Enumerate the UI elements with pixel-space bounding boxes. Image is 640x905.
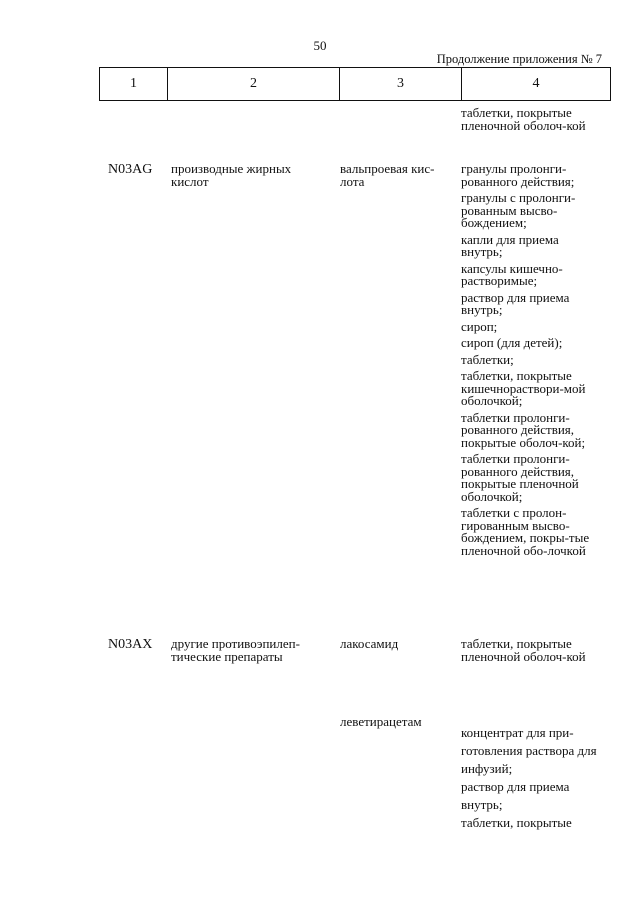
dosage-form: таблетки, покрытые bbox=[461, 815, 572, 830]
dosage-form: раствор для приема внутрь; bbox=[461, 779, 570, 812]
atc-group-name: другие противоэпилеп-тические препараты bbox=[171, 636, 300, 664]
column-number-2: 2 bbox=[168, 68, 340, 101]
dosage-form: гранулы с пролонги-рованным высво-бождением; bbox=[461, 190, 576, 230]
dosage-form: капли для приема внутрь; bbox=[461, 231, 559, 259]
dosage-form: таблетки; bbox=[461, 351, 514, 367]
dosage-form-carryover: таблетки, покрытые пленочной оболоч-кой bbox=[461, 105, 586, 133]
dosage-form: сироп (для детей); bbox=[461, 335, 563, 350]
drug-name: лакосамид bbox=[340, 636, 399, 651]
dosage-form: таблетки, покрытые кишечнораствори-мой оболочкой; bbox=[461, 368, 586, 408]
dosage-form: таблетки пролонги-рованного действия, покрытые оболоч-кой; bbox=[461, 409, 586, 450]
dosage-form: таблетки с пролон-гированным высво-бождением, покры-тые пленочной обо-лочкой bbox=[461, 505, 590, 558]
dosage-form: концентрат для при-готовления раствора для инфузий; bbox=[461, 725, 597, 776]
continuation-note: Продолжение приложения № 7 bbox=[436, 52, 602, 66]
drug-name: леветирацетам bbox=[340, 714, 422, 729]
dosage-form-list bbox=[461, 724, 601, 832]
page-number: 50 bbox=[313, 38, 327, 53]
dosage-form: гранулы пролонги-рованного действия; bbox=[461, 161, 575, 189]
dosage-form: таблетки, покрытые пленочной оболоч-кой bbox=[461, 636, 586, 664]
column-number-3: 3 bbox=[340, 68, 462, 101]
dosage-form: капсулы кишечно-растворимые; bbox=[461, 260, 563, 288]
column-number-1: 1 bbox=[100, 68, 168, 101]
atc-code: N03AX bbox=[108, 637, 153, 652]
column-number-4: 4 bbox=[462, 68, 611, 101]
atc-code: N03AG bbox=[108, 162, 153, 177]
dosage-form-list bbox=[461, 163, 601, 557]
dosage-form: сироп; bbox=[461, 318, 498, 334]
dosage-form: таблетки пролонги-рованного действия, покрытые пленочной оболочкой; bbox=[461, 451, 579, 504]
drug-name: вальпроевая кис-лота bbox=[340, 161, 435, 189]
dosage-form: раствор для приема внутрь; bbox=[461, 289, 570, 317]
atc-group-name: производные жирных кислот bbox=[171, 161, 292, 189]
column-header-row bbox=[99, 67, 611, 101]
